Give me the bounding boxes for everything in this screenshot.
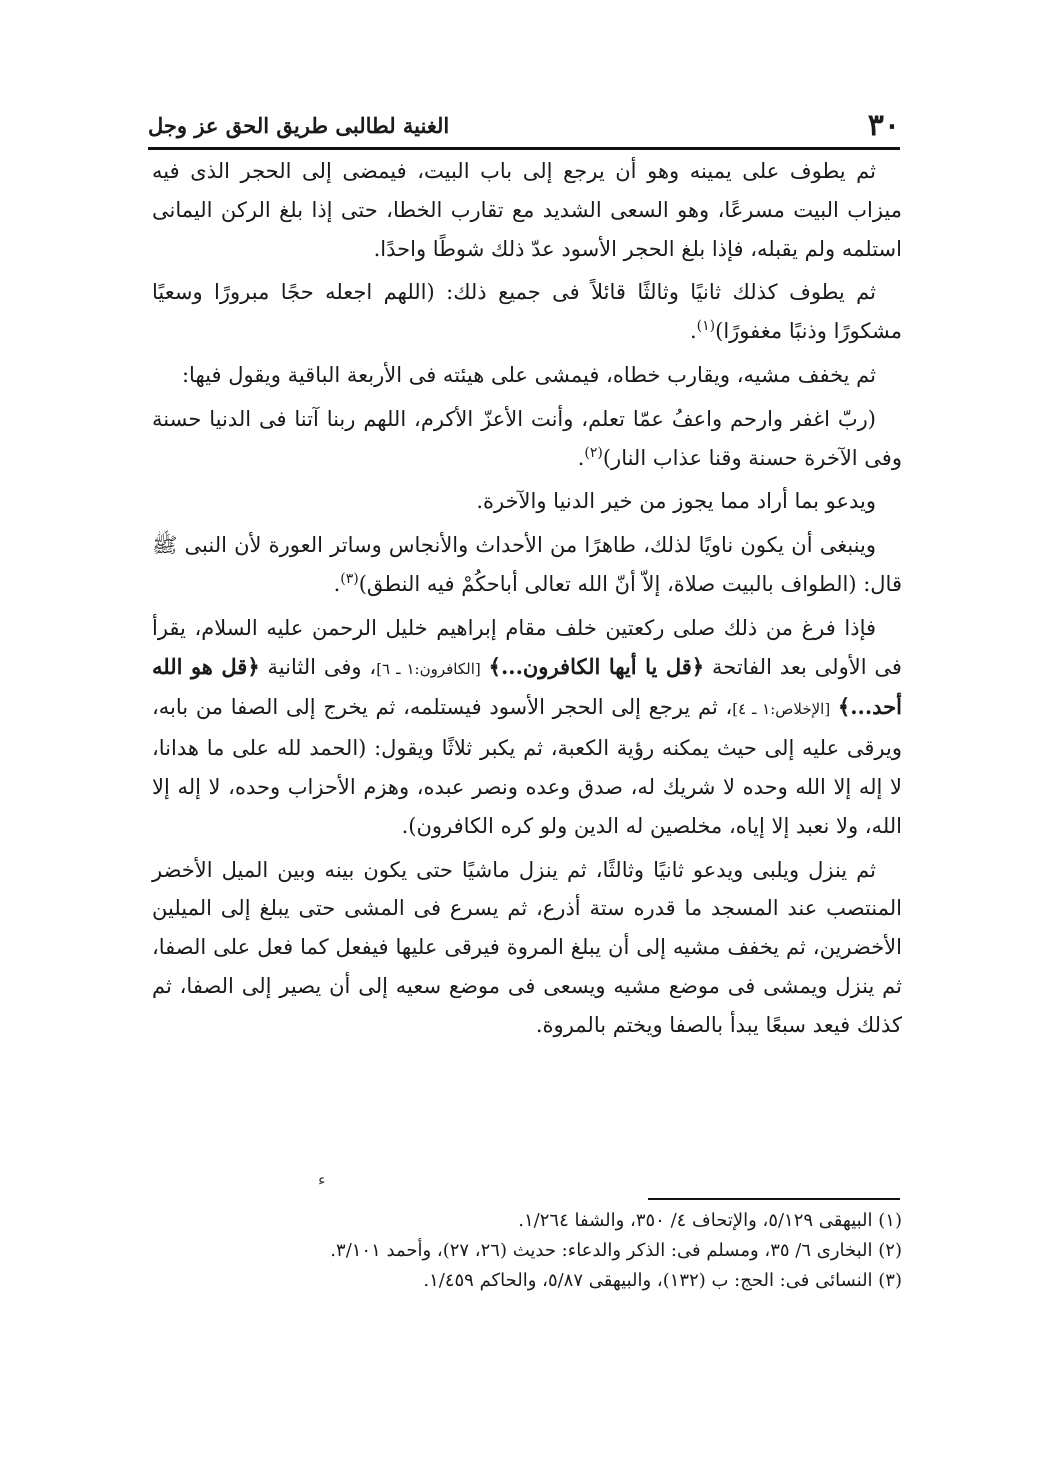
page-number: ٣٠ (867, 108, 900, 143)
paragraph-6 (152, 526, 902, 604)
verse-ref-ikhlas: [الإخلاص:١ ـ ٤] (732, 700, 831, 719)
quran-verse-kafirun: ﴿قل يا أيها الكافرون...﴾ (488, 653, 705, 679)
paragraph-7 (152, 609, 902, 846)
footnote-marker-2: (٢) (584, 444, 603, 461)
paragraph-4 (152, 400, 902, 478)
footnote-3: (٣) النسائى فى: الحج: ب (١٣٢)، والبيهقى ٥/٨٧، والحاكم ١/٤٥٩. (423, 1270, 902, 1291)
running-title: الغنية لطالبى طريق الحق عز وجل (148, 113, 450, 138)
footnote-marker-1: (١) (696, 318, 716, 335)
footnote-1: (١) البيهقى ٥/١٢٩، والإتحاف ٤/ ٣٥٠، والشفا ١/٢٦٤. (518, 1210, 902, 1231)
paragraph-2-text: ثم يطوف كذلك ثانيًا وثالثًا قائلاً فى جميع ذلك: (اللهم اجعله حجًا مبرورًا وسعيًا مشكورًا وذنبًا مغفورًا) (152, 280, 902, 344)
footnote-2: (٢) البخارى ٦/ ٣٥، ومسلم فى: الذكر والدعاء: حديث (٢٦، ٢٧)، وأحمد ٣/١٠١. (330, 1240, 902, 1261)
paragraph-5: ويدعو بما أراد مما يجوز من خير الدنيا والآخرة. (476, 489, 876, 514)
paragraph-7-text-b: ، وفى الثانية (267, 654, 377, 679)
paragraph-7-text-c: ، ثم يرجع إلى الحجر الأسود فيستلمه، ثم يخرج إلى الصفا من بابه، ويرقى عليه إلى حيث يمكنه رؤية الكعبة، ثم يكبر ثلاثًا ويقول: (الحمد لله على ما هدانا، لا إله إلا الله وحده لا شريك له، صدق وعده ونصر عبده، وهزم الأحزاب وحده، لا إله إلا الله، ولا نعبد إلا إياه، مخلصين له الدين ولو كره الكافرون). (152, 695, 902, 838)
main-text (152, 152, 902, 1050)
paragraph-6-text: وينبغى أن يكون ناويًا لذلك، طاهرًا من الأحداث والأنجاس وساتر العورة لأن النبى ﷺ قال: (الطواف بالبيت صلاة، إلاّ أنّ الله تعالى أباحكُمْ فيه النطق) (152, 533, 902, 596)
stray-mark: ء (318, 1170, 326, 1189)
footnotes (152, 1206, 902, 1296)
paragraph-2-end: . (689, 319, 697, 344)
paragraph-3: ثم يخفف مشيه، ويقارب خطاه، فيمشى على هيئته فى الأربعة الباقية ويقول فيها: (181, 362, 876, 387)
page-header (148, 104, 900, 148)
footnote-marker-3: (٣) (340, 570, 359, 587)
footnote-rule (648, 1198, 900, 1200)
verse-ref-kafirun: [الكافرون:١ ـ ٦] (376, 659, 481, 678)
paragraph-2 (152, 273, 902, 351)
paragraph-4-text: (ربّ اغفر وارحم واعفُ عمّا تعلم، وأنت الأعزّ الأكرم، اللهم ربنا آتنا فى الدنيا حسنة وفى الآخرة حسنة وقنا عذاب النار) (152, 406, 902, 470)
paragraph-8: ثم ينزل ويلبى ويدعو ثانيًا وثالثًا، ثم ينزل ماشيًا حتى يكون بينه وبين الميل الأخضر المنتصب عند المسجد ما قدره ستة أذرع، ثم يسرع فى المشى حتى يبلغ إلى الميلين الأخضرين، ثم يخفف مشيه إلى أن يبلغ المروة فيرقى عليها فيفعل كما فعل على الصفا، ثم ينزل ويمشى فى موضع مشيه ويسعى فى موضع سعيه إلى أن يصير إلى الصفا، ثم كذلك فيعد سبعًا يبدأ بالصفا ويختم بالمروة. (152, 857, 902, 1037)
quran-verse-ikhlas: ﴿قل هو الله أحد...﴾ (152, 653, 902, 720)
paragraph-6-end: . (333, 571, 341, 596)
paragraph-1: ثم يطوف على يمينه وهو أن يرجع إلى باب البيت، فيمضى إلى الحجر الذى فيه ميزاب البيت مسرعًا، وهو السعى الشديد مع تقارب الخطا، حتى إذا بلغ الركن اليمانى استلمه ولم يقبله، فإذا بلغ الحجر الأسود عدّ ذلك شوطًا واحدًا. (152, 159, 902, 261)
header-rule (148, 147, 900, 150)
paragraph-7-text-a: فإذا فرغ من ذلك صلى ركعتين خلف مقام إبراهيم خليل الرحمن عليه السلام، يقرأ فى الأولى بعد الفاتحة (152, 615, 902, 679)
paragraph-4-end: . (577, 445, 585, 470)
